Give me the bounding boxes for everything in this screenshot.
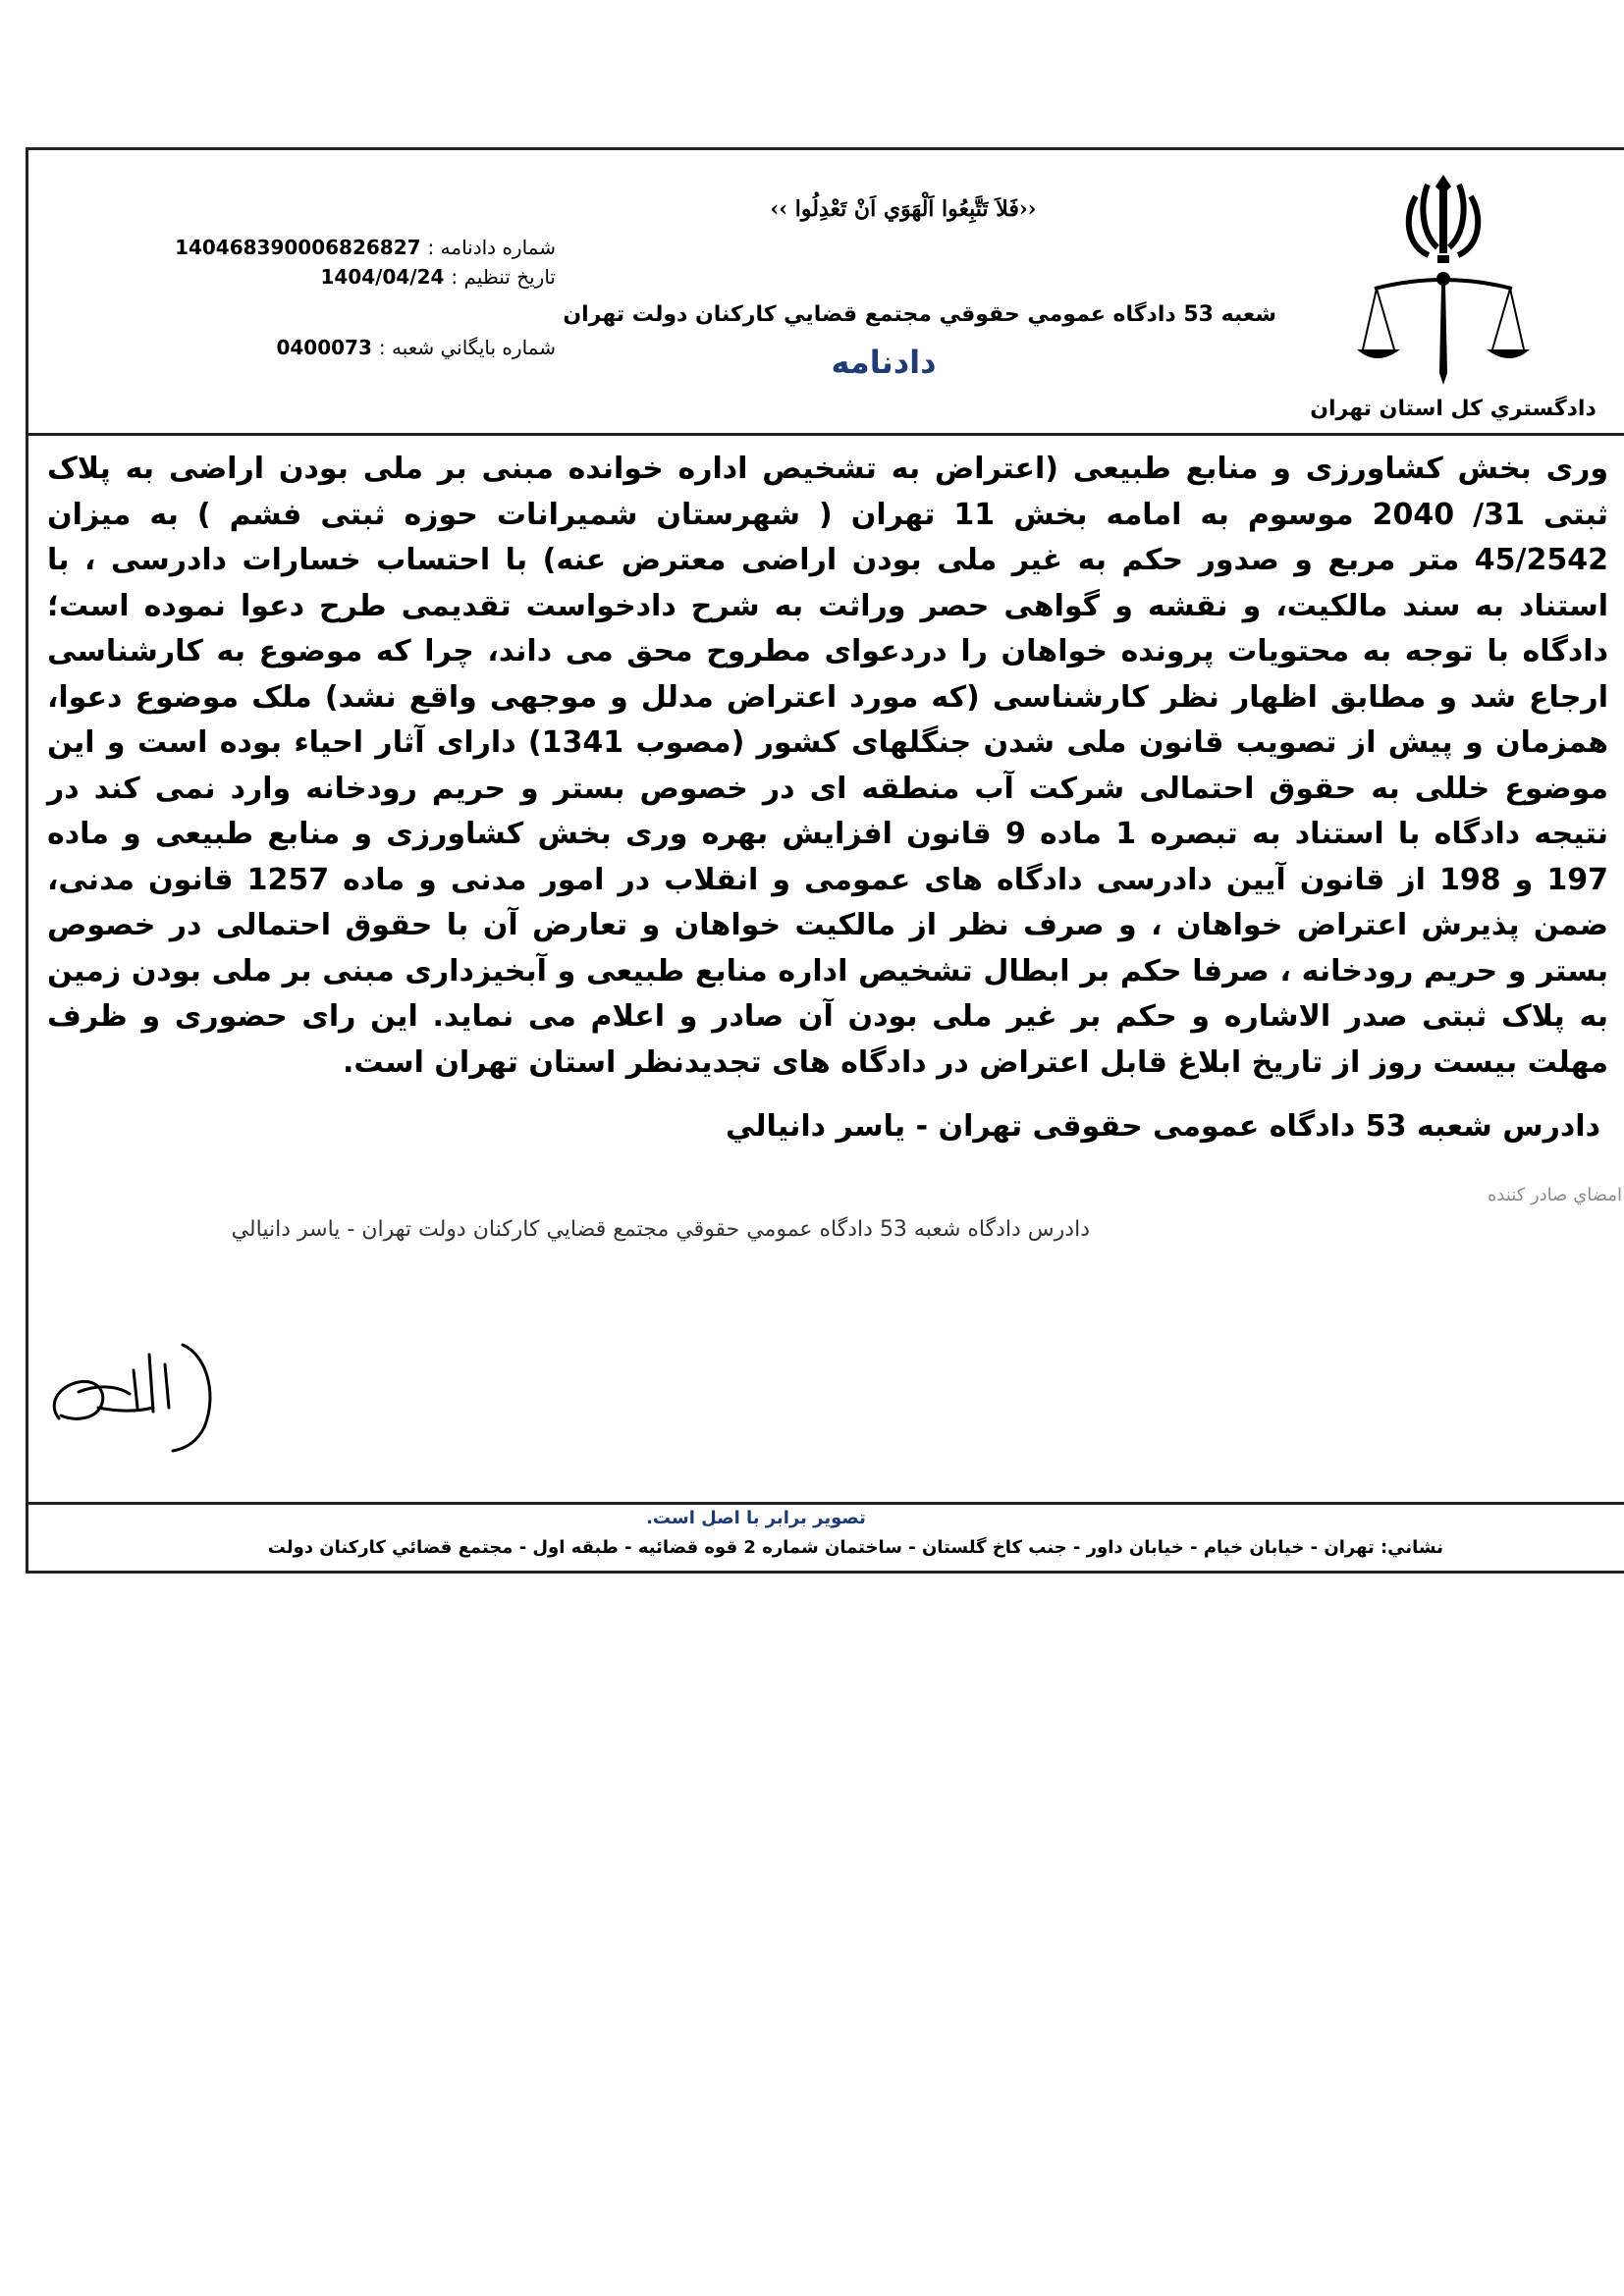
- issue-date: 1404/04/24: [320, 265, 445, 289]
- judiciary-emblem-icon: [1355, 157, 1532, 393]
- header-divider: [26, 433, 1624, 436]
- ruling-number: 140468390006826827: [175, 236, 421, 259]
- branch-title: شعبه 53 دادگاه عمومي حقوقي مجتمع قضايي کارکنان دولت تهران: [563, 302, 1276, 327]
- footer-divider: [26, 1502, 1624, 1505]
- signature-label: امضاي صادر کننده: [1487, 1185, 1622, 1205]
- signer-line: دادرس دادگاه شعبه 53 دادگاه عمومي حقوقي مجتمع قضايي کارکنان دولت تهران - ياسر دانيالي: [231, 1217, 1090, 1242]
- court-address: نشاني: تهران - خیابان خیام - خیابان داور - جنب کاخ گلستان - ساختمان شماره 2 قوه قضائیه - طبقه اول - مجتمع قضائي کارکنان دولت: [267, 1537, 1443, 1558]
- document-title: دادنامه: [831, 344, 937, 381]
- date-label: تاريخ تنظيم :: [451, 265, 556, 289]
- judiciary-name: دادگستري کل استان تهران: [1310, 397, 1597, 421]
- archive-number: 0400073: [276, 336, 372, 359]
- archive-number-label: شماره بايگاني شعبه :: [378, 336, 556, 359]
- archive-number-line: [251, 336, 556, 359]
- ruling-body-text: وری بخش کشاورزی و منابع طبیعی (اعتراض به تشخیص اداره خوانده مبنی بر ملی بودن اراضی به پلاک ثبتی 31/ 2040 موسوم به امامه بخش 11 تهران ( شهرستان شمیرانات حوزه ثبتی فشم ) به میزان 45/2542 متر مربع و صدور حکم به غیر ملی بودن اراضی معترض عنه) با احتساب خسارات دادرسی ، با استناد به سند مالکیت، و نقشه و گواهی حصر وراثت به شرح دادخواست تقدیمی طرح دعوا نموده است؛ دادگاه با توجه به محتویات پرونده خواهان را دردعوای مطروح محق می داند، چرا که موضوع به کارشناسی ارجاع شد و مطابق اظهار نظر کارشناسی (که مورد اعتراض مدلل و موجهی واقع نشد) ملک موضوع دعوا، همزمان و پیش از تصویب قانون ملی شدن جنگلهای کشور (مصوب 1341) دارای آثار احیاء بوده است و این موضوع خللی به حقوق احتمالی شرکت آب منطقه ای در خصوص بستر و حریم رودخانه وارد نمی کند در نتیجه دادگاه با استناد به تبصره 1 ماده 9 قانون افزایش بهره وری بخش کشاورزی و منابع طبیعی و ماده 197 و 198 از قانون آیین دادرسی دادگاه های عمومی و انقلاب در امور مدنی و ماده 1257 قانون مدنی، ضمن پذیرش اعتراض خواهان ، و صرف نظر از مالکیت خواهان و تعارض آن با حقوق احتمالی در خصوص بستر و حریم رودخانه ، صرفا حکم بر ابطال تشخیص اداره منابع طبیعی و آبخیزداری مبنی بر ملی بودن زمین به پلاک ثبتی صدر الاشاره و حکم بر غیر ملی بودن آن صادر و اعلام می نماید. این رای حضوری و ظرف مهلت بیست روز از تاریخ ابلاغ قابل اعتراض در دادگاه های تجدیدنظر استان تهران است.: [47, 452, 1608, 1080]
- date-line: [291, 265, 556, 289]
- certified-copy-note: تصوير برابر با اصل است.: [646, 1508, 866, 1528]
- handwritten-signature: [39, 1325, 226, 1453]
- quran-verse: ‹‹فَلاَ تَتَّبِعُوا اَلْهَوَي اَنْ تَعْدِلُوا ››: [770, 196, 1037, 222]
- ruling-number-line: [163, 236, 556, 259]
- judge-line: دادرس شعبه 53 دادگاه عمومی حقوقی تهران - یاسر دانیالي: [725, 1109, 1600, 1144]
- ruling-number-label: شماره دادنامه :: [427, 236, 556, 259]
